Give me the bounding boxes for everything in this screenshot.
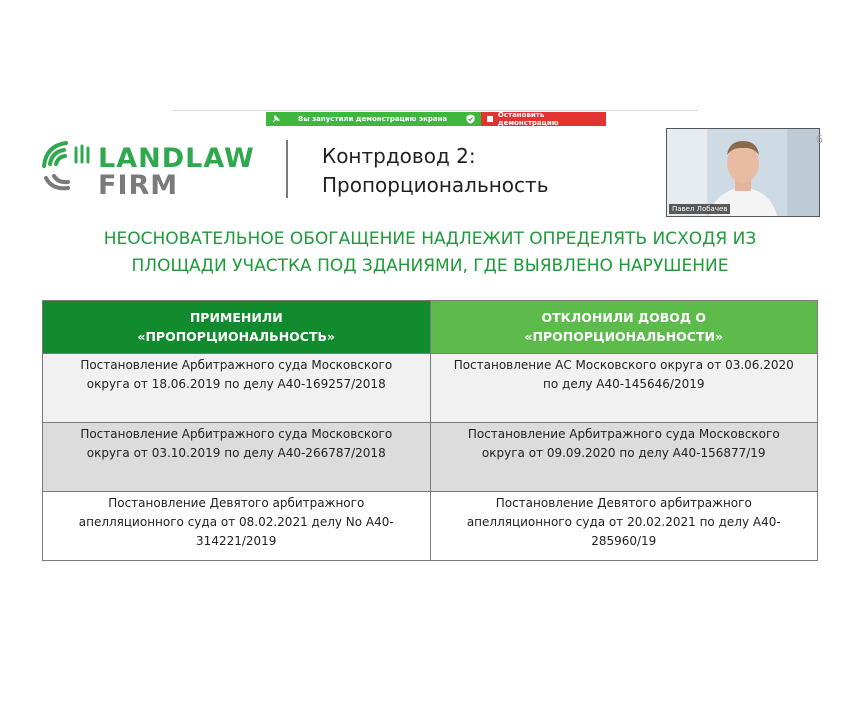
table-cell-rejected: Постановление Девятого арбитражного апелляционного суда от 20.02.2021 по делу А40-285960/19 <box>430 492 818 561</box>
screen-share-message: Вы запустили демонстрацию экрана <box>298 115 448 123</box>
table-cell-applied: Постановление Девятого арбитражного апелляционного суда от 08.02.2021 делу No А40-314221/2019 <box>43 492 431 561</box>
slide-number: 6 <box>816 132 823 146</box>
participant-name: Павел Лобачев <box>669 204 730 214</box>
header-applied-line2: «ПРОПОРЦИОНАЛЬНОСТЬ» <box>137 329 336 344</box>
pin-icon[interactable] <box>271 114 281 124</box>
logo-line1: LANDLAW <box>98 143 255 174</box>
stop-icon <box>487 116 493 122</box>
header-rejected-line1: ОТКЛОНИЛИ ДОВОД О <box>541 310 707 325</box>
table-row <box>43 423 818 492</box>
header-rejected-line2: «ПРОПОРЦИОНАЛЬНОСТИ» <box>524 329 724 344</box>
headline-line1: НЕОСНОВАТЕЛЬНОЕ ОБОГАЩЕНИЕ НАДЛЕЖИТ ОПРЕДЕЛЯТЬ ИСХОДЯ ИЗ <box>103 229 757 249</box>
slide-title-line2: Пропорциональность <box>322 173 549 197</box>
stop-share-button[interactable] <box>481 112 606 126</box>
header-applied <box>43 301 431 354</box>
screen-share-status <box>266 112 481 126</box>
landlaw-logo <box>40 140 260 200</box>
logo-line2: FIRM <box>98 170 179 200</box>
slide-title-line1: Контрдовод 2: <box>322 144 476 168</box>
table-cell-rejected: Постановление АС Московского округа от 03.06.2020 по делу А40-145646/2019 <box>430 354 818 423</box>
screen-share-bar <box>266 112 606 126</box>
table-header-row <box>43 301 818 354</box>
participant-video-image <box>667 129 819 216</box>
slide-top-rule <box>173 110 698 111</box>
headline-line2: ПЛОЩАДИ УЧАСТКА ПОД ЗДАНИЯМИ, ГДЕ ВЫЯВЛЕНО НАРУШЕНИЕ <box>131 256 729 276</box>
cases-table <box>42 300 818 561</box>
stop-share-label: Остановить демонстрацию <box>497 111 559 127</box>
table-cell-applied: Постановление Арбитражного суда Московского округа от 18.06.2019 по делу А40-169257/2018 <box>43 354 431 423</box>
header-applied-line1: ПРИМЕНИЛИ <box>189 310 283 325</box>
header-rejected <box>430 301 818 354</box>
title-divider <box>286 140 288 198</box>
table-row <box>43 354 818 423</box>
slide-title <box>322 142 548 200</box>
table-cell-applied: Постановление Арбитражного суда Московского округа от 03.10.2019 по делу А40-266787/2018 <box>43 423 431 492</box>
slide-headline <box>40 226 820 280</box>
table-row <box>43 492 818 561</box>
participant-video-tile[interactable] <box>666 128 820 217</box>
shield-icon <box>466 114 475 124</box>
logo-mark-icon <box>44 143 88 188</box>
table-cell-rejected: Постановление Арбитражного суда Московского округа от 09.09.2020 по делу А40-156877/19 <box>430 423 818 492</box>
